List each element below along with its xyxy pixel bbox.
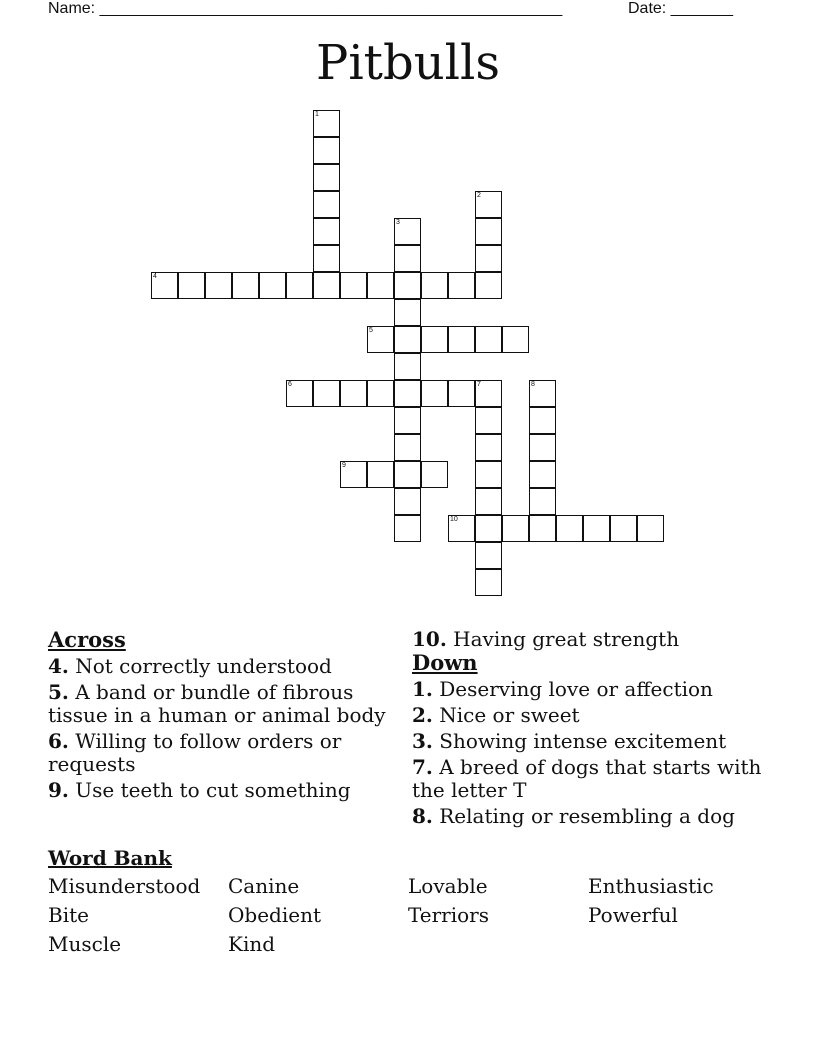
crossword-cell[interactable] — [313, 137, 340, 164]
name-field-label: Name: ____________________________________________________ — [48, 0, 563, 17]
cell-number: 8 — [531, 381, 535, 388]
crossword-cell[interactable] — [340, 461, 367, 488]
down-heading: Down — [412, 650, 478, 675]
crossword-cell[interactable] — [475, 461, 502, 488]
crossword-cell[interactable] — [340, 380, 367, 407]
word-bank-heading: Word Bank — [48, 846, 172, 870]
crossword-cell[interactable] — [394, 326, 421, 353]
crossword-cell[interactable] — [529, 434, 556, 461]
crossword-cell[interactable] — [205, 272, 232, 299]
crossword-cell[interactable] — [367, 461, 394, 488]
crossword-cell[interactable] — [394, 515, 421, 542]
crossword-cell[interactable] — [475, 191, 502, 218]
cell-number: 7 — [477, 381, 481, 388]
cell-number: 1 — [315, 111, 319, 118]
word-bank-item: Enthusiastic — [588, 874, 714, 898]
crossword-cell[interactable] — [448, 380, 475, 407]
crossword-cell[interactable] — [394, 353, 421, 380]
clue-down-3: 3. Showing intense excitement — [412, 729, 727, 753]
clue-down-1: 1. Deserving love or affection — [412, 677, 713, 701]
crossword-cell[interactable] — [394, 299, 421, 326]
crossword-cell[interactable] — [637, 515, 664, 542]
crossword-cell[interactable] — [259, 272, 286, 299]
cell-number: 10 — [450, 516, 458, 523]
crossword-cell[interactable] — [502, 326, 529, 353]
crossword-cell[interactable] — [394, 434, 421, 461]
clues-left-column — [48, 628, 398, 802]
crossword-cell[interactable] — [475, 407, 502, 434]
crossword-cell[interactable] — [475, 326, 502, 353]
page-title: Pitbulls — [316, 35, 500, 91]
crossword-cell[interactable] — [313, 218, 340, 245]
crossword-cell[interactable] — [556, 515, 583, 542]
cell-number: 6 — [288, 381, 292, 388]
clues-right-column — [412, 628, 762, 828]
clue-down-8: 8. Relating or resembling a dog — [412, 804, 735, 828]
word-bank-item: Lovable — [408, 874, 488, 898]
crossword-cell[interactable] — [448, 326, 475, 353]
crossword-cell[interactable] — [475, 569, 502, 596]
cell-number: 5 — [369, 327, 373, 334]
word-bank-item: Obedient — [228, 903, 321, 927]
crossword-cell[interactable] — [475, 434, 502, 461]
crossword-cell[interactable] — [475, 218, 502, 245]
crossword-cell[interactable] — [313, 110, 340, 137]
crossword-cell[interactable] — [529, 515, 556, 542]
crossword-cell[interactable] — [421, 272, 448, 299]
crossword-cell[interactable] — [286, 272, 313, 299]
crossword-cell[interactable] — [610, 515, 637, 542]
crossword-cell[interactable] — [421, 380, 448, 407]
crossword-cell[interactable] — [232, 272, 259, 299]
crossword-cell[interactable] — [367, 326, 394, 353]
clue-down-2: 2. Nice or sweet — [412, 703, 580, 727]
crossword-cell[interactable] — [286, 380, 313, 407]
crossword-cell[interactable] — [340, 272, 367, 299]
cell-number: 9 — [342, 462, 346, 469]
clue-across-4: 4. Not correctly understood — [48, 654, 332, 678]
crossword-cell[interactable] — [529, 380, 556, 407]
crossword-cell[interactable] — [475, 488, 502, 515]
crossword-cell[interactable] — [367, 272, 394, 299]
crossword-cell[interactable] — [151, 272, 178, 299]
word-bank-item: Muscle — [48, 932, 122, 956]
word-bank-item: Powerful — [588, 903, 678, 927]
word-bank-item: Misunderstood — [48, 874, 201, 898]
crossword-cell[interactable] — [394, 461, 421, 488]
crossword-cell[interactable] — [313, 272, 340, 299]
crossword-cell[interactable] — [178, 272, 205, 299]
crossword-cell[interactable] — [448, 515, 475, 542]
crossword-cell[interactable] — [421, 461, 448, 488]
word-bank-item: Kind — [228, 932, 276, 956]
clue-across-5: 5. A band or bundle of fibrous tissue in a human or animal body — [48, 680, 386, 727]
crossword-cell[interactable] — [583, 515, 610, 542]
crossword-cell[interactable] — [475, 515, 502, 542]
date-field-label: Date: _______ — [628, 0, 733, 17]
crossword-cell[interactable] — [394, 245, 421, 272]
cell-number: 3 — [396, 219, 400, 226]
crossword-cell[interactable] — [313, 380, 340, 407]
word-bank-item: Terriors — [408, 903, 490, 927]
word-bank-item: Canine — [228, 874, 300, 898]
word-bank — [48, 874, 768, 956]
word-bank-item: Bite — [48, 903, 89, 927]
crossword-cell[interactable] — [313, 164, 340, 191]
crossword-cell[interactable] — [448, 272, 475, 299]
cell-number: 4 — [153, 273, 157, 280]
clue-across-9: 9. Use teeth to cut something — [48, 778, 351, 802]
crossword-cell[interactable] — [313, 245, 340, 272]
crossword-cell[interactable] — [394, 380, 421, 407]
crossword-cell[interactable] — [394, 272, 421, 299]
crossword-cell[interactable] — [502, 515, 529, 542]
crossword-cell[interactable] — [394, 488, 421, 515]
crossword-cell[interactable] — [475, 272, 502, 299]
crossword-cell[interactable] — [529, 488, 556, 515]
crossword-cell[interactable] — [313, 191, 340, 218]
across-heading: Across — [48, 627, 126, 652]
crossword-cell[interactable] — [421, 326, 448, 353]
crossword-cell[interactable] — [475, 380, 502, 407]
crossword-cell[interactable] — [529, 407, 556, 434]
crossword-cell[interactable] — [367, 380, 394, 407]
crossword-cell[interactable] — [394, 407, 421, 434]
crossword-cell[interactable] — [529, 461, 556, 488]
cell-number: 2 — [477, 192, 481, 199]
crossword-cell[interactable] — [475, 542, 502, 569]
crossword-cell[interactable] — [394, 218, 421, 245]
clue-across-6: 6. Willing to follow orders or requests — [48, 729, 342, 776]
clue-across-10: 10. Having great strength — [412, 627, 680, 651]
crossword-cell[interactable] — [475, 245, 502, 272]
clue-down-7: 7. A breed of dogs that starts with the letter T — [412, 755, 762, 802]
